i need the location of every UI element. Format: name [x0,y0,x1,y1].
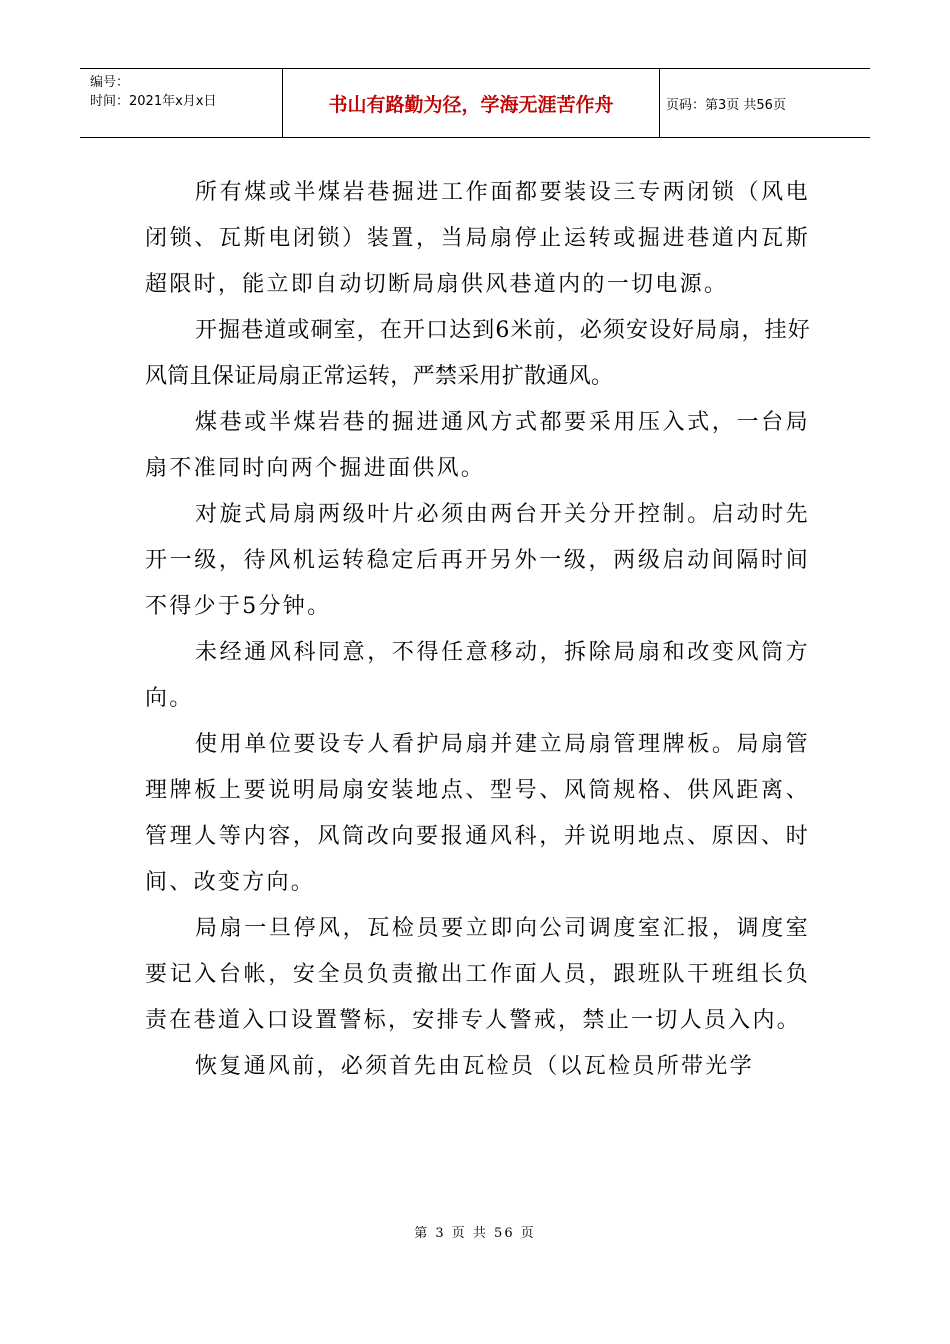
paragraph: 使用单位要设专人看护局扇并建立局扇管理牌板。局扇管理牌板上要说明局扇安装地点、型号、风筒规格、供风距离、管理人等内容，风筒改向要报通风科，并说明地点、原因、时间、改变方向。 [145,732,810,895]
header-meta [80,69,282,137]
paragraph: 对旋式局扇两级叶片必须由两台开关分开控制。启动时先开一级，待风机运转稳定后再开另外一级，两级启动间隔时间不得少于5分钟。 [145,502,810,619]
document-body [145,170,810,1090]
paragraph: 未经通风科同意，不得任意移动，拆除局扇和改变风筒方向。 [145,640,810,711]
paragraph: 开掘巷道或硐室，在开口达到6米前，必须安设好局扇，挂好风筒且保证局扇正常运转，严禁采用扩散通风。 [145,318,810,389]
paragraph: 局扇一旦停风，瓦检员要立即向公司调度室汇报，调度室要记入台帐，安全员负责撤出工作面人员，跟班队干班组长负责在巷道入口设置警标，安排专人警戒，禁止一切人员入内。 [145,916,810,1033]
page-footer: 第 3 页 共 56 页 [414,1226,536,1241]
paragraph: 所有煤或半煤岩巷掘进工作面都要装设三专两闭锁（风电闭锁、瓦斯电闭锁）装置，当局扇停止运转或掘进巷道内瓦斯超限时，能立即自动切断局扇供风巷道内的一切电源。 [145,180,810,297]
page-header [80,68,870,138]
document-time-label: 时间：2021年x月x日 [90,94,217,109]
header-page-info: 页码：第3页 共56页 [666,97,786,113]
header-motto: 书山有路勤为径，学海无涯苦作舟 [282,69,660,137]
document-number-label: 编号： [90,75,130,90]
paragraph: 煤巷或半煤岩巷的掘进通风方式都要采用压入式，一台局扇不准同时向两个掘进面供风。 [145,410,810,481]
paragraph: 恢复通风前，必须首先由瓦检员（以瓦检员所带光学 [195,1054,754,1079]
